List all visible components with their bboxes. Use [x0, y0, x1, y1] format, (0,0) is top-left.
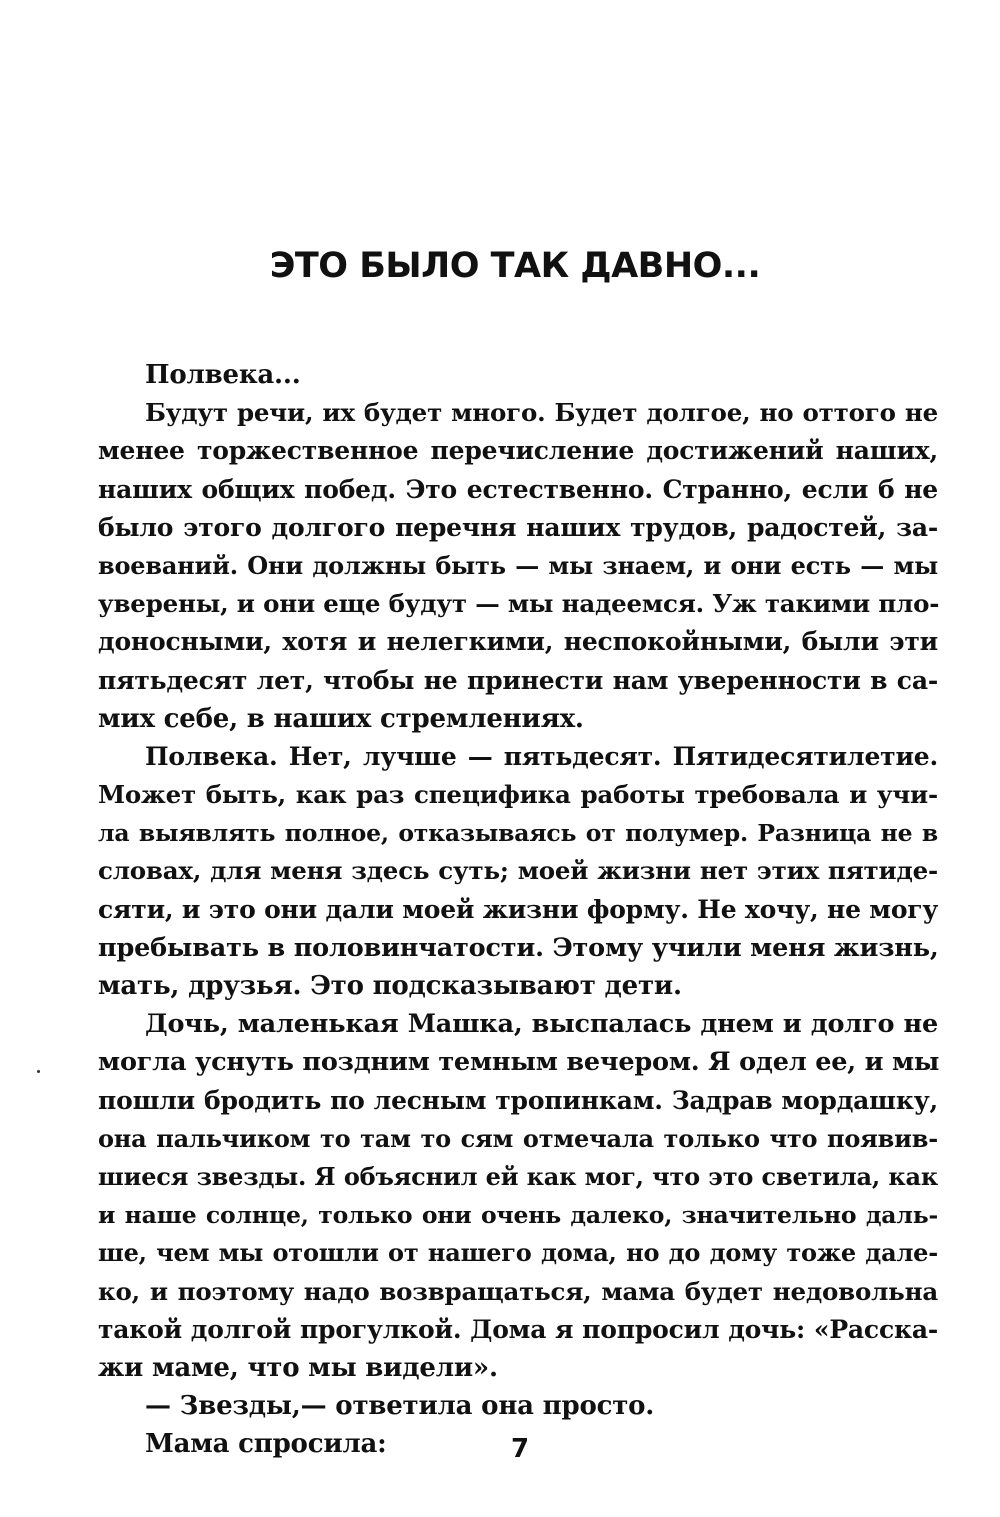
text-line: и наше солнце, только они очень далеко, значительно даль- [98, 1201, 938, 1230]
text-line: пошли бродить по лесным тропинкам. Задрав мордашку, [98, 1085, 938, 1115]
text-line: — Звезды,— ответила она просто. [145, 1391, 655, 1422]
body-text [98, 356, 938, 1463]
text-line: уверены, и они еще будут — мы надеемся. Уж такими пло- [98, 589, 940, 619]
text-line: Полвека. Нет, лучше — пятьдесят. Пятидесятилетие. [145, 741, 938, 771]
text-line: она пальчиком то там то сям отмечала только что появив- [98, 1123, 938, 1153]
text-line: менее торжественное перечисление достижений наших, [98, 436, 938, 466]
text-line: ла выявлять полное, отказываясь от полумер. Разница не в [98, 819, 938, 848]
text-line: жи маме, что мы видели». [98, 1352, 498, 1383]
text-line: мать, друзья. Это подсказывают дети. [98, 971, 682, 1001]
text-line: Мама спросила: [145, 1429, 387, 1460]
text-line: пребывать в половинчатости. Этому учили меня жизнь, [98, 932, 939, 963]
text-line: воеваний. Они должны быть — мы знаем, и они есть — мы [98, 550, 938, 580]
text-line: сяти, и это они дали моей жизни форму. Не хочу, не могу [98, 894, 939, 924]
text-line: Дочь, маленькая Машка, выспалась днем и долго не [145, 1009, 938, 1040]
text-line: Полвека... [145, 360, 301, 390]
text-line: Будут речи, их будет много. Будет долгое, но оттого не [145, 398, 938, 428]
text-line: словах, для меня здесь суть; моей жизни нет этих пятиде- [98, 856, 938, 886]
text-line: такой долгой прогулкой. Дома я попросил дочь: «Расска- [98, 1314, 938, 1344]
page-number: 7 [510, 1434, 530, 1464]
text-line: было этого долгого перечня наших трудов, радостей, за- [98, 512, 938, 542]
text-line: ше, чем мы отошли от нашего дома, но до дому тоже дале- [98, 1238, 938, 1268]
text-line: могла уснуть поздним темным вечером. Я одел ее, и мы [98, 1047, 940, 1078]
scan-speck [37, 1070, 40, 1073]
chapter-title: ЭТО БЫЛО ТАК ДАВНО... [269, 246, 761, 286]
text-line: ко, и поэтому надо возвращаться, мама будет недовольна [98, 1276, 938, 1306]
text-line: шиеся звезды. Я объяснил ей как мог, что это светила, как [98, 1161, 938, 1191]
text-line: мих себе, в наших стремлениях. [98, 703, 584, 734]
text-line: пятьдесят лет, чтобы не принести нам уверенности в са- [98, 665, 938, 695]
text-line: доносными, хотя и нелегкими, неспокойными, были эти [98, 627, 938, 657]
text-line: наших общих побед. Это естественно. Странно, если б не [98, 474, 938, 504]
text-line: Может быть, как раз специфика работы требовала и учи- [98, 780, 938, 810]
